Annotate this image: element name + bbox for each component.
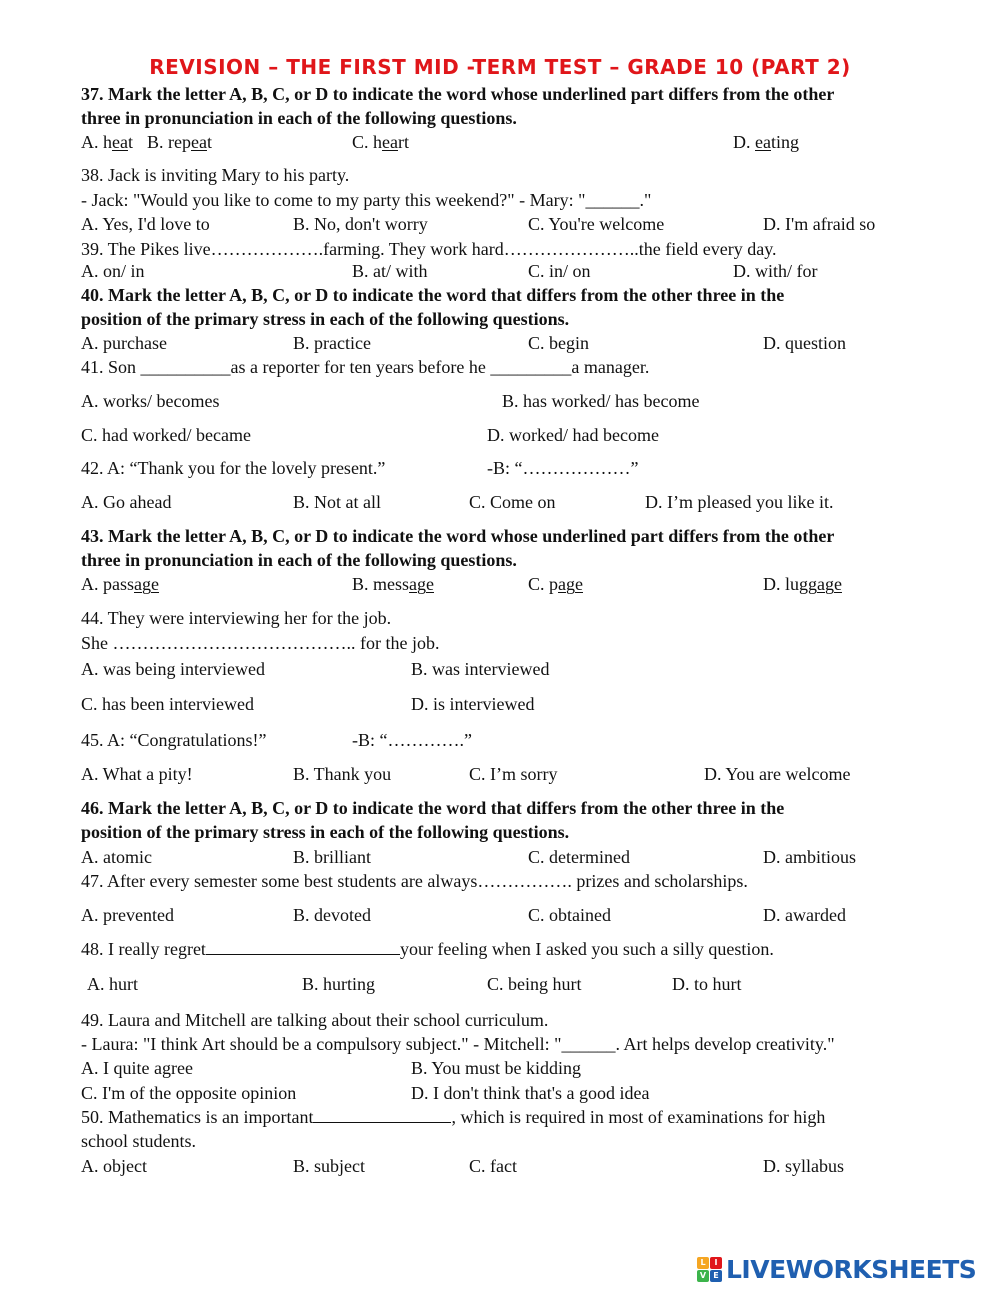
q45-option-a[interactable]: A. What a pity! (81, 764, 193, 784)
q44-option-a[interactable]: A. was being interviewed (81, 659, 265, 679)
q48-option-c[interactable]: C. being hurt (487, 974, 582, 994)
q38-option-b[interactable]: B. No, don't worry (293, 214, 428, 234)
q39-option-d[interactable]: D. with/ for (733, 261, 818, 281)
q40-option-b[interactable]: B. practice (293, 333, 371, 353)
q48-option-a[interactable]: A. hurt (87, 974, 138, 994)
q50-option-b[interactable]: B. subject (293, 1156, 365, 1176)
q40-instruction-line2: position of the primary stress in each of the following questions. (81, 309, 570, 329)
q48-option-b[interactable]: B. hurting (302, 974, 376, 994)
q43-instruction-line2: three in pronunciation in each of the following questions. (81, 550, 517, 570)
q46-option-a[interactable]: A. atomic (81, 847, 152, 867)
q41-option-d[interactable]: D. worked/ had become (487, 425, 659, 445)
q48-question: 48. I really regret your feeling when I asked you such a silly question. (81, 939, 774, 959)
q38-option-a[interactable]: A. Yes, I'd love to (81, 214, 210, 234)
q50-question: 50. Mathematics is an important , which is required in most of examinations for high (81, 1107, 826, 1127)
q46-instruction-line1: 46. Mark the letter A, B, C, or D to indicate the word that differs from the other three in the (81, 798, 785, 818)
q39-option-b[interactable]: B. at/ with (352, 261, 428, 281)
worksheet-title: REVISION – THE FIRST MID -TERM TEST – GRADE 10 (PART 2) (149, 55, 851, 79)
q50-option-c[interactable]: C. fact (469, 1156, 517, 1176)
q46-option-c[interactable]: C. determined (528, 847, 630, 867)
q42-option-b[interactable]: B. Not at all (293, 492, 381, 512)
q42-option-a[interactable]: A. Go ahead (81, 492, 172, 512)
q45-speaker-b: -B: “………….” (352, 730, 472, 750)
q38-context: 38. Jack is inviting Mary to his party. (81, 165, 350, 185)
q47-option-a[interactable]: A. prevented (81, 905, 174, 925)
q37-option-b[interactable]: B. repeat (147, 132, 212, 152)
q50-option-a[interactable]: A. object (81, 1156, 147, 1176)
q49-dialogue: - Laura: "I think Art should be a compulsory subject." - Mitchell: "______. Art helps develop creativity." (81, 1034, 835, 1054)
q43-option-c[interactable]: C. page (528, 574, 583, 594)
q39-question: 39. The Pikes live……………….farming. They work hard…………………..the field every day. (81, 239, 777, 259)
q46-instruction-line2: position of the primary stress in each of the following questions. (81, 822, 570, 842)
q40-option-a[interactable]: A. purchase (81, 333, 167, 353)
q50-option-d[interactable]: D. syllabus (763, 1156, 844, 1176)
q45-option-d[interactable]: D. You are welcome (704, 764, 851, 784)
q38-option-d[interactable]: D. I'm afraid so (763, 214, 876, 234)
q39-option-a[interactable]: A. on/ in (81, 261, 145, 281)
q41-option-b[interactable]: B. has worked/ has become (502, 391, 700, 411)
logo-blocks-icon: L I V E (697, 1257, 722, 1282)
q43-option-a[interactable]: A. passage (81, 574, 159, 594)
q38-dialogue: - Jack: "Would you like to come to my party this weekend?" - Mary: "______." (81, 190, 652, 210)
q49-context: 49. Laura and Mitchell are talking about their school curriculum. (81, 1010, 549, 1030)
q47-option-d[interactable]: D. awarded (763, 905, 846, 925)
q45-option-b[interactable]: B. Thank you (293, 764, 392, 784)
q44-option-d[interactable]: D. is interviewed (411, 694, 535, 714)
q45-option-c[interactable]: C. I’m sorry (469, 764, 558, 784)
q47-option-c[interactable]: C. obtained (528, 905, 611, 925)
q48-answer-blank[interactable] (206, 938, 400, 955)
q37-option-c[interactable]: C. heart (352, 132, 409, 152)
liveworksheets-logo[interactable] (697, 1254, 976, 1284)
q37-instruction-line2: three in pronunciation in each of the following questions. (81, 108, 517, 128)
q46-option-d[interactable]: D. ambitious (763, 847, 856, 867)
q40-option-d[interactable]: D. question (763, 333, 846, 353)
q41-option-a[interactable]: A. works/ becomes (81, 391, 220, 411)
q42-option-c[interactable]: C. Come on (469, 492, 556, 512)
q49-option-d[interactable]: D. I don't think that's a good idea (411, 1083, 650, 1103)
q43-option-d[interactable]: D. luggage (763, 574, 842, 594)
q45-speaker-a: 45. A: “Congratulations!” (81, 730, 267, 750)
q42-option-d[interactable]: D. I’m pleased you like it. (645, 492, 834, 512)
q42-speaker-a: 42. A: “Thank you for the lovely present.” (81, 458, 386, 478)
q41-option-c[interactable]: C. had worked/ became (81, 425, 251, 445)
q44-rewrite: She ………………………………….. for the job. (81, 633, 440, 653)
q39-option-c[interactable]: C. in/ on (528, 261, 591, 281)
q43-option-b[interactable]: B. message (352, 574, 434, 594)
q49-option-b[interactable]: B. You must be kidding (411, 1058, 582, 1078)
q43-instruction-line1: 43. Mark the letter A, B, C, or D to indicate the word whose underlined part differs from the other (81, 526, 835, 546)
q48-option-d[interactable]: D. to hurt (672, 974, 742, 994)
q40-instruction-line1: 40. Mark the letter A, B, C, or D to indicate the word that differs from the other three in the (81, 285, 785, 305)
q44-option-b[interactable]: B. was interviewed (411, 659, 550, 679)
q37-instruction-line1: 37. Mark the letter A, B, C, or D to indicate the word whose underlined part differs from the other (81, 84, 835, 104)
q44-sentence: 44. They were interviewing her for the job. (81, 608, 392, 628)
q42-speaker-b: -B: “………………” (487, 458, 639, 478)
q47-option-b[interactable]: B. devoted (293, 905, 371, 925)
q49-option-a[interactable]: A. I quite agree (81, 1058, 193, 1078)
q50-question-cont: school students. (81, 1131, 196, 1151)
q47-question: 47. After every semester some best students are always……………. prizes and scholarships. (81, 871, 748, 891)
logo-text: LIVEWORKSHEETS (726, 1254, 977, 1284)
q37-option-a[interactable]: A. heat (81, 132, 133, 152)
q41-question: 41. Son __________as a reporter for ten years before he _________a manager. (81, 357, 650, 377)
q40-option-c[interactable]: C. begin (528, 333, 589, 353)
q44-option-c[interactable]: C. has been interviewed (81, 694, 254, 714)
q38-option-c[interactable]: C. You're welcome (528, 214, 665, 234)
q37-option-d[interactable]: D. eating (733, 132, 799, 152)
q46-option-b[interactable]: B. brilliant (293, 847, 371, 867)
q50-answer-blank[interactable] (313, 1106, 451, 1123)
q49-option-c[interactable]: C. I'm of the opposite opinion (81, 1083, 297, 1103)
